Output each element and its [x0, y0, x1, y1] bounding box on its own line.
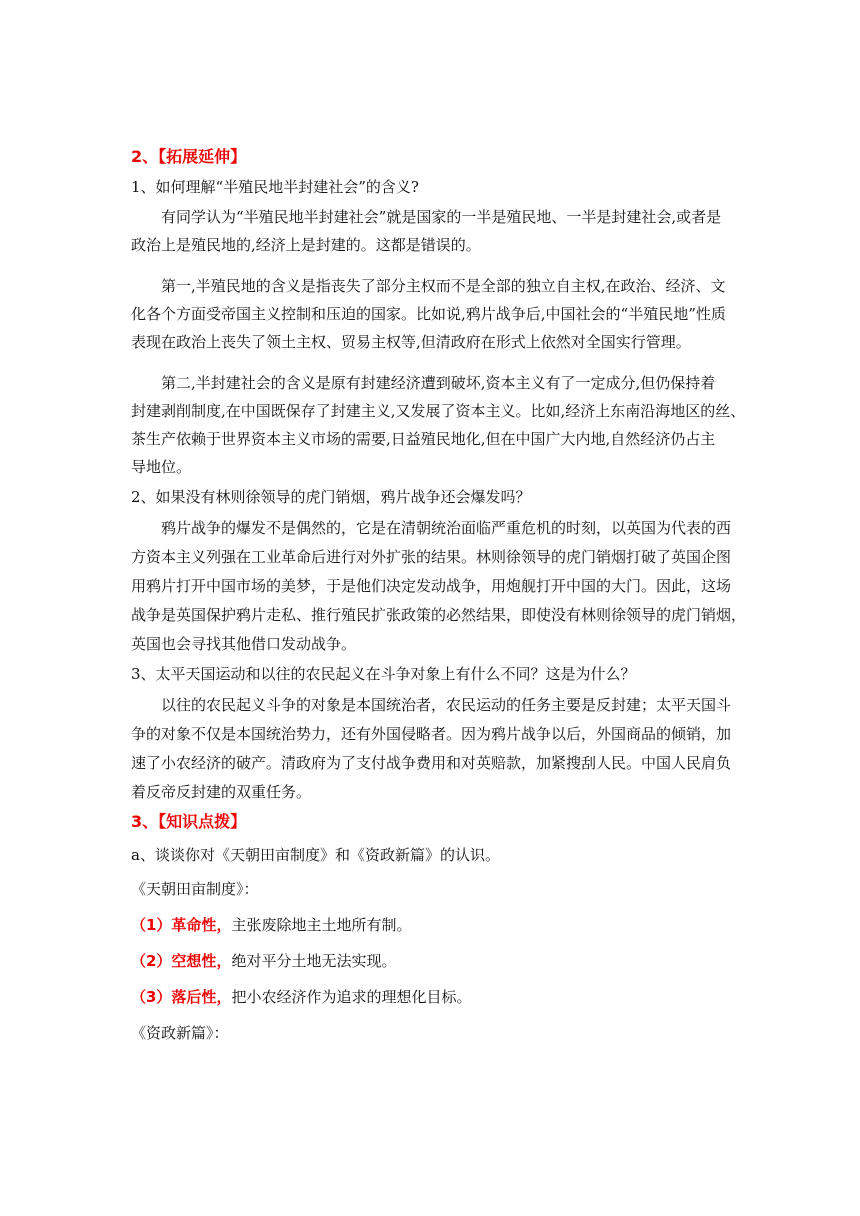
text-line: 战争是英国保护鸦片走私、推行殖民扩张政策的必然结果，即使没有林则徐领导的虎门销烟，: [131, 606, 747, 624]
discussion-prompt: a、谈谈你对《天朝田亩制度》和《资政新篇》的认识。: [131, 846, 500, 864]
question-1: 1、如何理解“半殖民地半封建社会”的含义?: [131, 178, 419, 196]
section-heading-extension: 2、【拓展延伸】: [131, 147, 247, 166]
text-line: 封建剥削制度,在中国既保存了封建主义,又发展了资本主义。比如,经济上东南沿海地区的丝、: [131, 402, 746, 420]
section-heading-knowledge: 3、【知识点拨】: [131, 812, 247, 831]
point-text: 主张废除地主土地所有制。: [231, 916, 412, 934]
answer-2-paragraph: [131, 518, 747, 654]
text-line: 有同学认为“半殖民地半封建社会”就是国家的一半是殖民地、一半是封建社会,或者是: [161, 208, 722, 226]
text-line: 导地位。: [131, 458, 192, 476]
text-line: 着反帝反封建的双重任务。: [131, 783, 312, 801]
answer-1-paragraph-1: [131, 207, 743, 255]
document-title-zizheng: 《资政新篇》：: [131, 1024, 229, 1042]
text-line: 政治上是殖民地的,经济上是封建的。这都是错误的。: [131, 236, 481, 254]
text-line: 用鸦片打开中国市场的美梦，于是他们决定发动战争，用炮舰打开中国的大门。因此，这场: [131, 577, 732, 595]
answer-1-paragraph-2: [131, 276, 743, 352]
text-line: 表现在政治上丧失了领土主权、贸易主权等,但清政府在形式上依然对全国实行管理。: [131, 333, 691, 351]
question-3: 3、太平天国运动和以往的农民起义在斗争对象上有什么不同？这是为什么？: [131, 665, 636, 683]
point-label: （2）空想性，: [131, 952, 232, 970]
answer-3-paragraph: [131, 695, 743, 802]
point-item-utopian: [131, 951, 743, 971]
point-text: 把小农经济作为追求的理想化目标。: [231, 988, 472, 1006]
text-line: 英国也会寻找其他借口发动战争。: [131, 635, 357, 653]
question-2: 2、如果没有林则徐领导的虎门销烟，鸦片战争还会爆发吗？: [131, 488, 531, 506]
text-line: 速了小农经济的破产。清政府为了支付战争费用和对英赔款，加紧搜刮人民。中国人民肩负: [131, 754, 732, 772]
point-text: 绝对平分土地无法实现。: [231, 952, 397, 970]
text-line: 方资本主义列强在工业革命后进行对外扩张的结果。林则徐领导的虎门销烟打破了英国企图: [131, 548, 732, 566]
answer-1-paragraph-3: [131, 373, 746, 477]
text-line: 化各个方面受帝国主义控制和压迫的国家。比如说,鸦片战争后,中国社会的“半殖民地”性质: [131, 305, 726, 323]
point-label: （1）革命性，: [131, 916, 232, 934]
text-line: 茶生产依赖于世界资本主义市场的需要,日益殖民地化,但在中国广大内地,自然经济仍占主: [131, 430, 716, 448]
point-item-backward: [131, 987, 743, 1007]
point-label: （3）落后性，: [131, 988, 232, 1006]
document-content: [131, 143, 747, 1043]
text-line: 第二,半封建社会的含义是原有封建经济遭到破坏,资本主义有了一定成分,但仍保持着: [161, 374, 716, 392]
point-item-revolutionary: [131, 915, 743, 935]
document-title-tianchao: 《天朝田亩制度》：: [131, 880, 259, 898]
text-line: 第一,半殖民地的含义是指丧失了部分主权而不是全部的独立自主权,在政治、经济、文: [161, 277, 726, 295]
text-line: 以往的农民起义斗争的对象是本国统治者，农民运动的任务主要是反封建；太平天国斗: [161, 696, 732, 714]
text-line: 鸦片战争的爆发不是偶然的，它是在清朝统治面临严重危机的时刻，以英国为代表的西: [161, 519, 732, 537]
text-line: 争的对象不仅是本国统治势力，还有外国侵略者。因为鸦片战争以后，外国商品的倾销，加: [131, 725, 732, 743]
